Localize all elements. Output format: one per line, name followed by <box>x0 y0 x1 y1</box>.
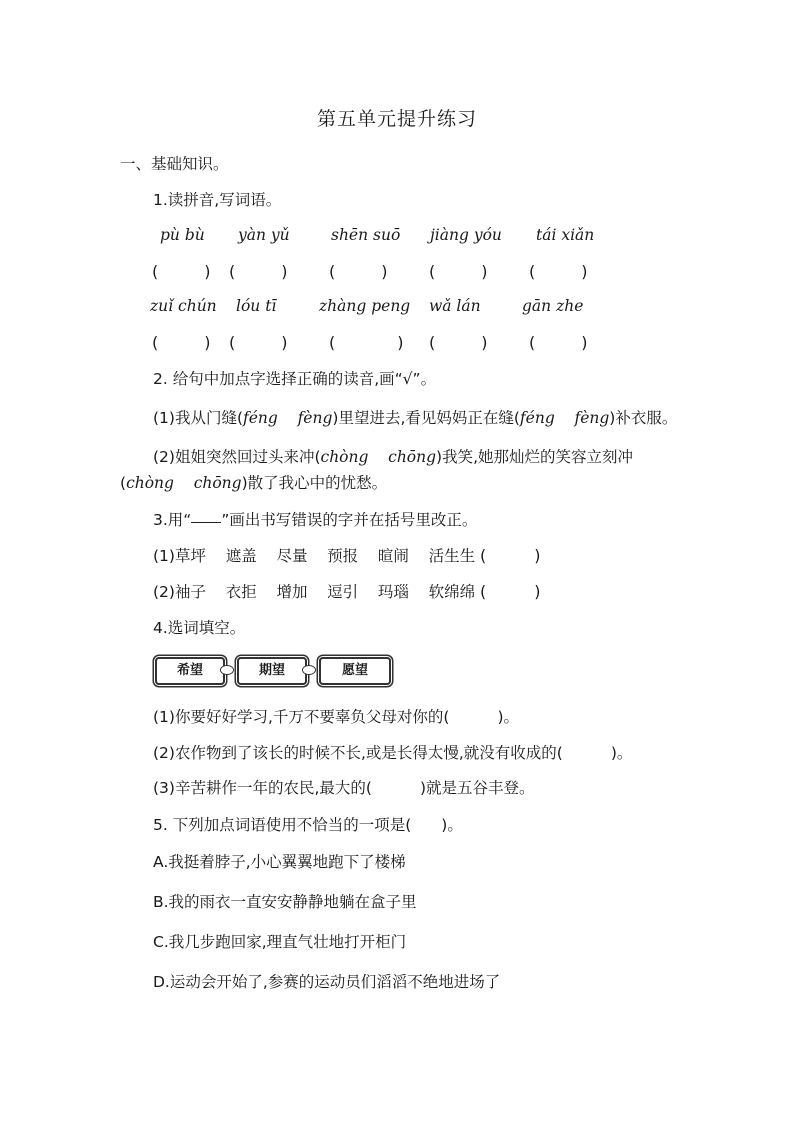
q2-sentence-1: (1)我从门缝(féng fèng)里望进去,看见妈妈正在缝(féng fèng)补衣服。 <box>153 409 678 427</box>
q5-label: 5. 下列加点词语使用不恰当的一项是( )。 <box>153 816 463 834</box>
choice-word-3: 愿望 <box>319 657 391 685</box>
q5-option-c: C.我几步跑回家,理直气壮地打开柜门 <box>153 933 407 951</box>
choice-word-1: 希望 <box>155 657 225 685</box>
q5-option-a: A.我挺着脖子,小心翼翼地跑下了楼梯 <box>153 853 406 871</box>
q2-sentence-2-line-2: (chòng chōng)散了我心中的忧愁。 <box>120 474 388 492</box>
answer-box-3[interactable]: ( ) <box>329 262 388 281</box>
answer-box-1[interactable]: ( ) <box>152 262 211 281</box>
section-heading: 一、基础知识。 <box>120 155 229 173</box>
choice-word-2: 期望 <box>237 657 307 685</box>
answer-box-2[interactable]: ( ) <box>229 262 288 281</box>
pinyin-3: shēn suō <box>331 226 401 244</box>
answer-box-9[interactable]: ( ) <box>429 333 488 352</box>
pinyin-5: tái xiǎn <box>536 226 595 244</box>
chain-link-icon <box>302 665 316 675</box>
pinyin-7: lóu tī <box>236 297 277 315</box>
answer-box-10[interactable]: ( ) <box>529 333 588 352</box>
q2-sentence-2-line-1: (2)姐姐突然回过头来冲(chòng chōng)我笑,她那灿烂的笑容立刻冲 <box>153 448 634 466</box>
underline-sample <box>191 522 221 523</box>
pinyin-1: pù bù <box>160 226 205 244</box>
page-title: 第五单元提升练习 <box>316 108 477 130</box>
q4-label: 4.选词填空。 <box>153 619 246 637</box>
q3-item-2: (2)袖子 衣拒 增加 逗引 玛瑙 软绵绵 <box>153 583 476 601</box>
answer-box-6[interactable]: ( ) <box>152 333 211 352</box>
pinyin-6: zuǐ chún <box>150 297 217 315</box>
pinyin-8: zhàng peng <box>319 297 411 315</box>
pinyin-9: wǎ lán <box>429 297 481 315</box>
chain-link-icon <box>220 665 234 675</box>
q4-sentence-2: (2)农作物到了该长的时候不长,或是长得太慢,就没有收成的( )。 <box>153 744 633 762</box>
answer-box-5[interactable]: ( ) <box>529 262 588 281</box>
q3-item-1: (1)草坪 遮盖 尽量 预报 暄闹 活生生 <box>153 547 476 565</box>
q3-answer-box-1[interactable]: ( ) <box>480 546 541 565</box>
q3-answer-box-2[interactable]: ( ) <box>480 582 541 601</box>
q4-sentence-1: (1)你要好好学习,千万不要辜负父母对你的( )。 <box>153 708 519 726</box>
pinyin-2: yàn yǔ <box>238 226 290 244</box>
q5-option-d: D.运动会开始了,参赛的运动员们滔滔不绝地进场了 <box>153 973 501 991</box>
q4-sentence-3: (3)辛苦耕作一年的农民,最大的( )就是五谷丰登。 <box>153 779 535 797</box>
q2-label: 2. 给句中加点字选择正确的读音,画“√”。 <box>153 370 437 388</box>
q1-label: 1.读拼音,写词语。 <box>153 191 282 209</box>
pinyin-10: gān zhe <box>522 297 584 315</box>
answer-box-4[interactable]: ( ) <box>429 262 488 281</box>
word-choices <box>153 657 393 685</box>
q3-label: 3.用“ ”画出书写错误的字并在括号里改正。 <box>153 511 478 529</box>
answer-box-7[interactable]: ( ) <box>229 333 288 352</box>
pinyin-4: jiàng yóu <box>430 226 502 244</box>
q5-option-b: B.我的雨衣一直安安静静地躺在盒子里 <box>153 893 417 911</box>
answer-box-8[interactable]: ( ) <box>329 333 404 352</box>
